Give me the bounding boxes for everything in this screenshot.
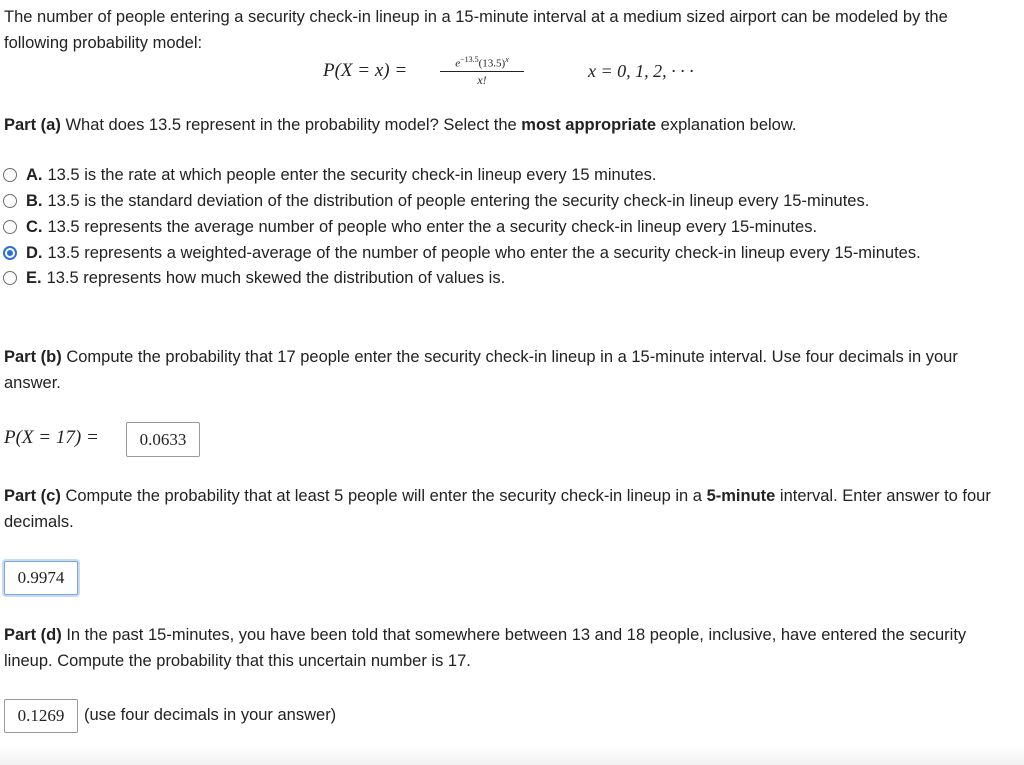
option-e-text: 13.5 represents how much skewed the distribution of values is. [46,268,506,287]
radio-option-a[interactable] [3,168,17,182]
formula-fraction [440,55,524,88]
formula-domain: x = 0, 1, 2, · · · [588,61,694,81]
option-e[interactable]: E. 13.5 represents how much skewed the distribution of values is. [3,267,505,289]
part-d-hint: (use four decimals in your answer) [84,706,337,724]
part-b-answer-input[interactable]: 0.0633 [126,422,200,457]
option-c-text: 13.5 represents the average number of people who enter the a security check-in lineup every 15-minutes. [47,217,818,236]
part-b-lhs: P(X = 17) = [4,427,99,448]
option-d[interactable]: D. 13.5 represents a weighted-average of the number of people who enter the a security check-in lineup every 15-minutes. [3,242,921,264]
option-b-text: 13.5 is the standard deviation of the distribution of people entering the security check-in lineup every 15-minutes. [47,191,870,210]
page-bottom-fade [0,745,1024,765]
intro-text: The number of people entering a security check-in lineup in a 15-minute interval at a medium sized airport can be modeled by the following probability model: [4,8,948,52]
formula-denominator: x! [477,72,487,87]
part-b-question: Part (b) Compute the probability that 17 people enter the security check-in lineup in a 15-minute interval. Use four decimals in your answer. [4,348,958,392]
part-d-question: Part (d) In the past 15-minutes, you have been told that somewhere between 13 and 18 people, inclusive, have entered the security lineup. Compute the probability that this uncertain number is 17. [4,626,967,670]
formula-lhs: P(X = x) = [323,60,408,81]
option-a[interactable]: A. 13.5 is the rate at which people enter the security check-in lineup every 15 minutes. [3,164,657,186]
part-d-label: Part (d) [4,626,62,644]
part-c-answer-input[interactable]: 0.9974 [4,561,78,595]
radio-option-e[interactable] [3,271,17,285]
part-c-question: Part (c) Compute the probability that at least 5 people will enter the security check-in lineup in a 5-minute interval. Enter answer to four decimals. [4,487,991,531]
part-b-label: Part (b) [4,348,62,366]
option-b[interactable]: B. 13.5 is the standard deviation of the distribution of people entering the security check-in lineup every 15-minutes. [3,190,869,212]
part-d-answer-input[interactable]: 0.1269 [4,699,78,733]
radio-option-d[interactable] [3,246,17,260]
part-a-question: Part (a) What does 13.5 represent in the probability model? Select the most appropriate explanation below. [4,116,797,134]
formula-numerator: $e^{-13.5}(13.5)^x$ [455,55,509,70]
option-c[interactable]: C. 13.5 represents the average number of people who enter the a security check-in lineup every 15-minutes. [3,216,817,238]
part-c-label: Part (c) [4,487,61,505]
option-a-text: 13.5 is the rate at which people enter the security check-in lineup every 15 minutes. [47,165,657,184]
radio-option-c[interactable] [3,220,17,234]
fraction-bar [440,71,524,72]
option-d-text: 13.5 represents a weighted-average of the number of people who enter the a security check-in lineup every 15-minutes. [47,243,921,262]
radio-option-b[interactable] [3,194,17,208]
part-a-label: Part (a) [4,116,61,134]
